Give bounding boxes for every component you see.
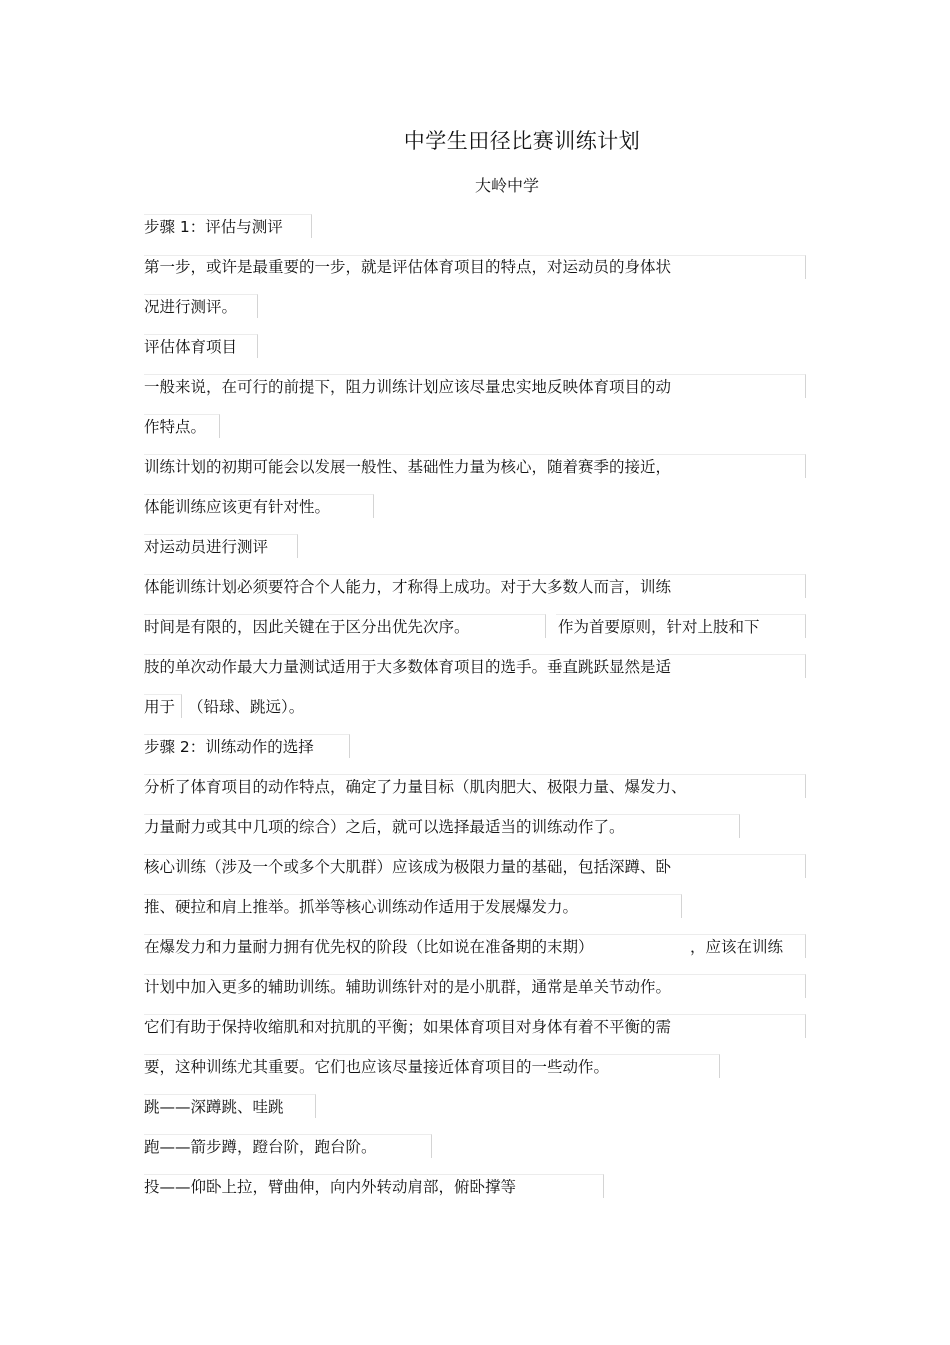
paragraph-line: 推、硬拉和肩上推举。抓举等核心训练动作适用于发展爆发力。 (144, 898, 579, 916)
paragraph-line: 核心训练（涉及一个或多个大肌群）应该成为极限力量的基础，包括深蹲、卧 (144, 858, 672, 876)
paragraph-line: 肢的单次动作最大力量测试适用于大多数体育项目的选手。垂直跳跃显然是适 (144, 658, 672, 676)
list-item-jump: 跳——深蹲跳、哇跳 (144, 1098, 284, 1116)
paragraph-line: 第一步，或许是最重要的一步，就是评估体育项目的特点，对运动员的身体状 (144, 258, 672, 276)
paragraph-line: 计划中加入更多的辅助训练。辅助训练针对的是小肌群，通常是单关节动作。 (144, 978, 672, 996)
paragraph-line: ，应该在训练 (690, 938, 784, 956)
paragraph-line: 一般来说，在可行的前提下，阻力训练计划应该尽量忠实地反映体育项目的动 (144, 378, 672, 396)
list-item-run: 跑——箭步蹲，蹬台阶，跑台阶。 (144, 1138, 377, 1156)
paragraph-line: 它们有助于保持收缩肌和对抗肌的平衡；如果体育项目对身体有着不平衡的需 (144, 1018, 672, 1036)
document-subtitle: 大岭中学 (474, 176, 539, 195)
subheading-evaluate-sport: 评估体育项目 (144, 338, 238, 356)
step-1-heading: 步骤 1：评估与测评 (144, 218, 283, 236)
list-item-throw: 投——仰卧上拉，臂曲伸，向内外转动肩部，俯卧撑等 (144, 1178, 517, 1196)
paragraph-line: 体能训练计划必须要符合个人能力，才称得上成功。对于大多数人而言，训练 (144, 578, 672, 596)
paragraph-line: 训练计划的初期可能会以发展一般性、基础性力量为核心，随着赛季的接近， (144, 458, 672, 476)
paragraph-line: 作特点。 (144, 418, 207, 436)
paragraph-line: 要，这种训练尤其重要。它们也应该尽量接近体育项目的一些动作。 (144, 1058, 610, 1076)
subheading-assess-athlete: 对运动员进行测评 (144, 538, 269, 556)
paragraph-line: 况进行测评。 (144, 298, 238, 316)
document-title: 中学生田径比赛训练计划 (403, 129, 641, 153)
step-2-heading: 步骤 2：训练动作的选择 (144, 738, 314, 756)
paragraph-line: 作为首要原则，针对上肢和下 (558, 618, 760, 636)
paragraph-line: 在爆发力和力量耐力拥有优先权的阶段（比如说在准备期的末期） (144, 938, 594, 956)
paragraph-line: 用于 (144, 698, 176, 716)
paragraph-line: 时间是有限的，因此关键在于区分出优先次序。 (144, 618, 470, 636)
paragraph-line: 力量耐力或其中几项的综合）之后，就可以选择最适当的训练动作了。 (144, 818, 625, 836)
paragraph-line: 体能训练应该更有针对性。 (144, 498, 331, 516)
paragraph-line: （铅球、跳远）。 (188, 698, 305, 716)
paragraph-line: 分析了体育项目的动作特点，确定了力量目标（肌肉肥大、极限力量、爆发力、 (144, 778, 687, 796)
